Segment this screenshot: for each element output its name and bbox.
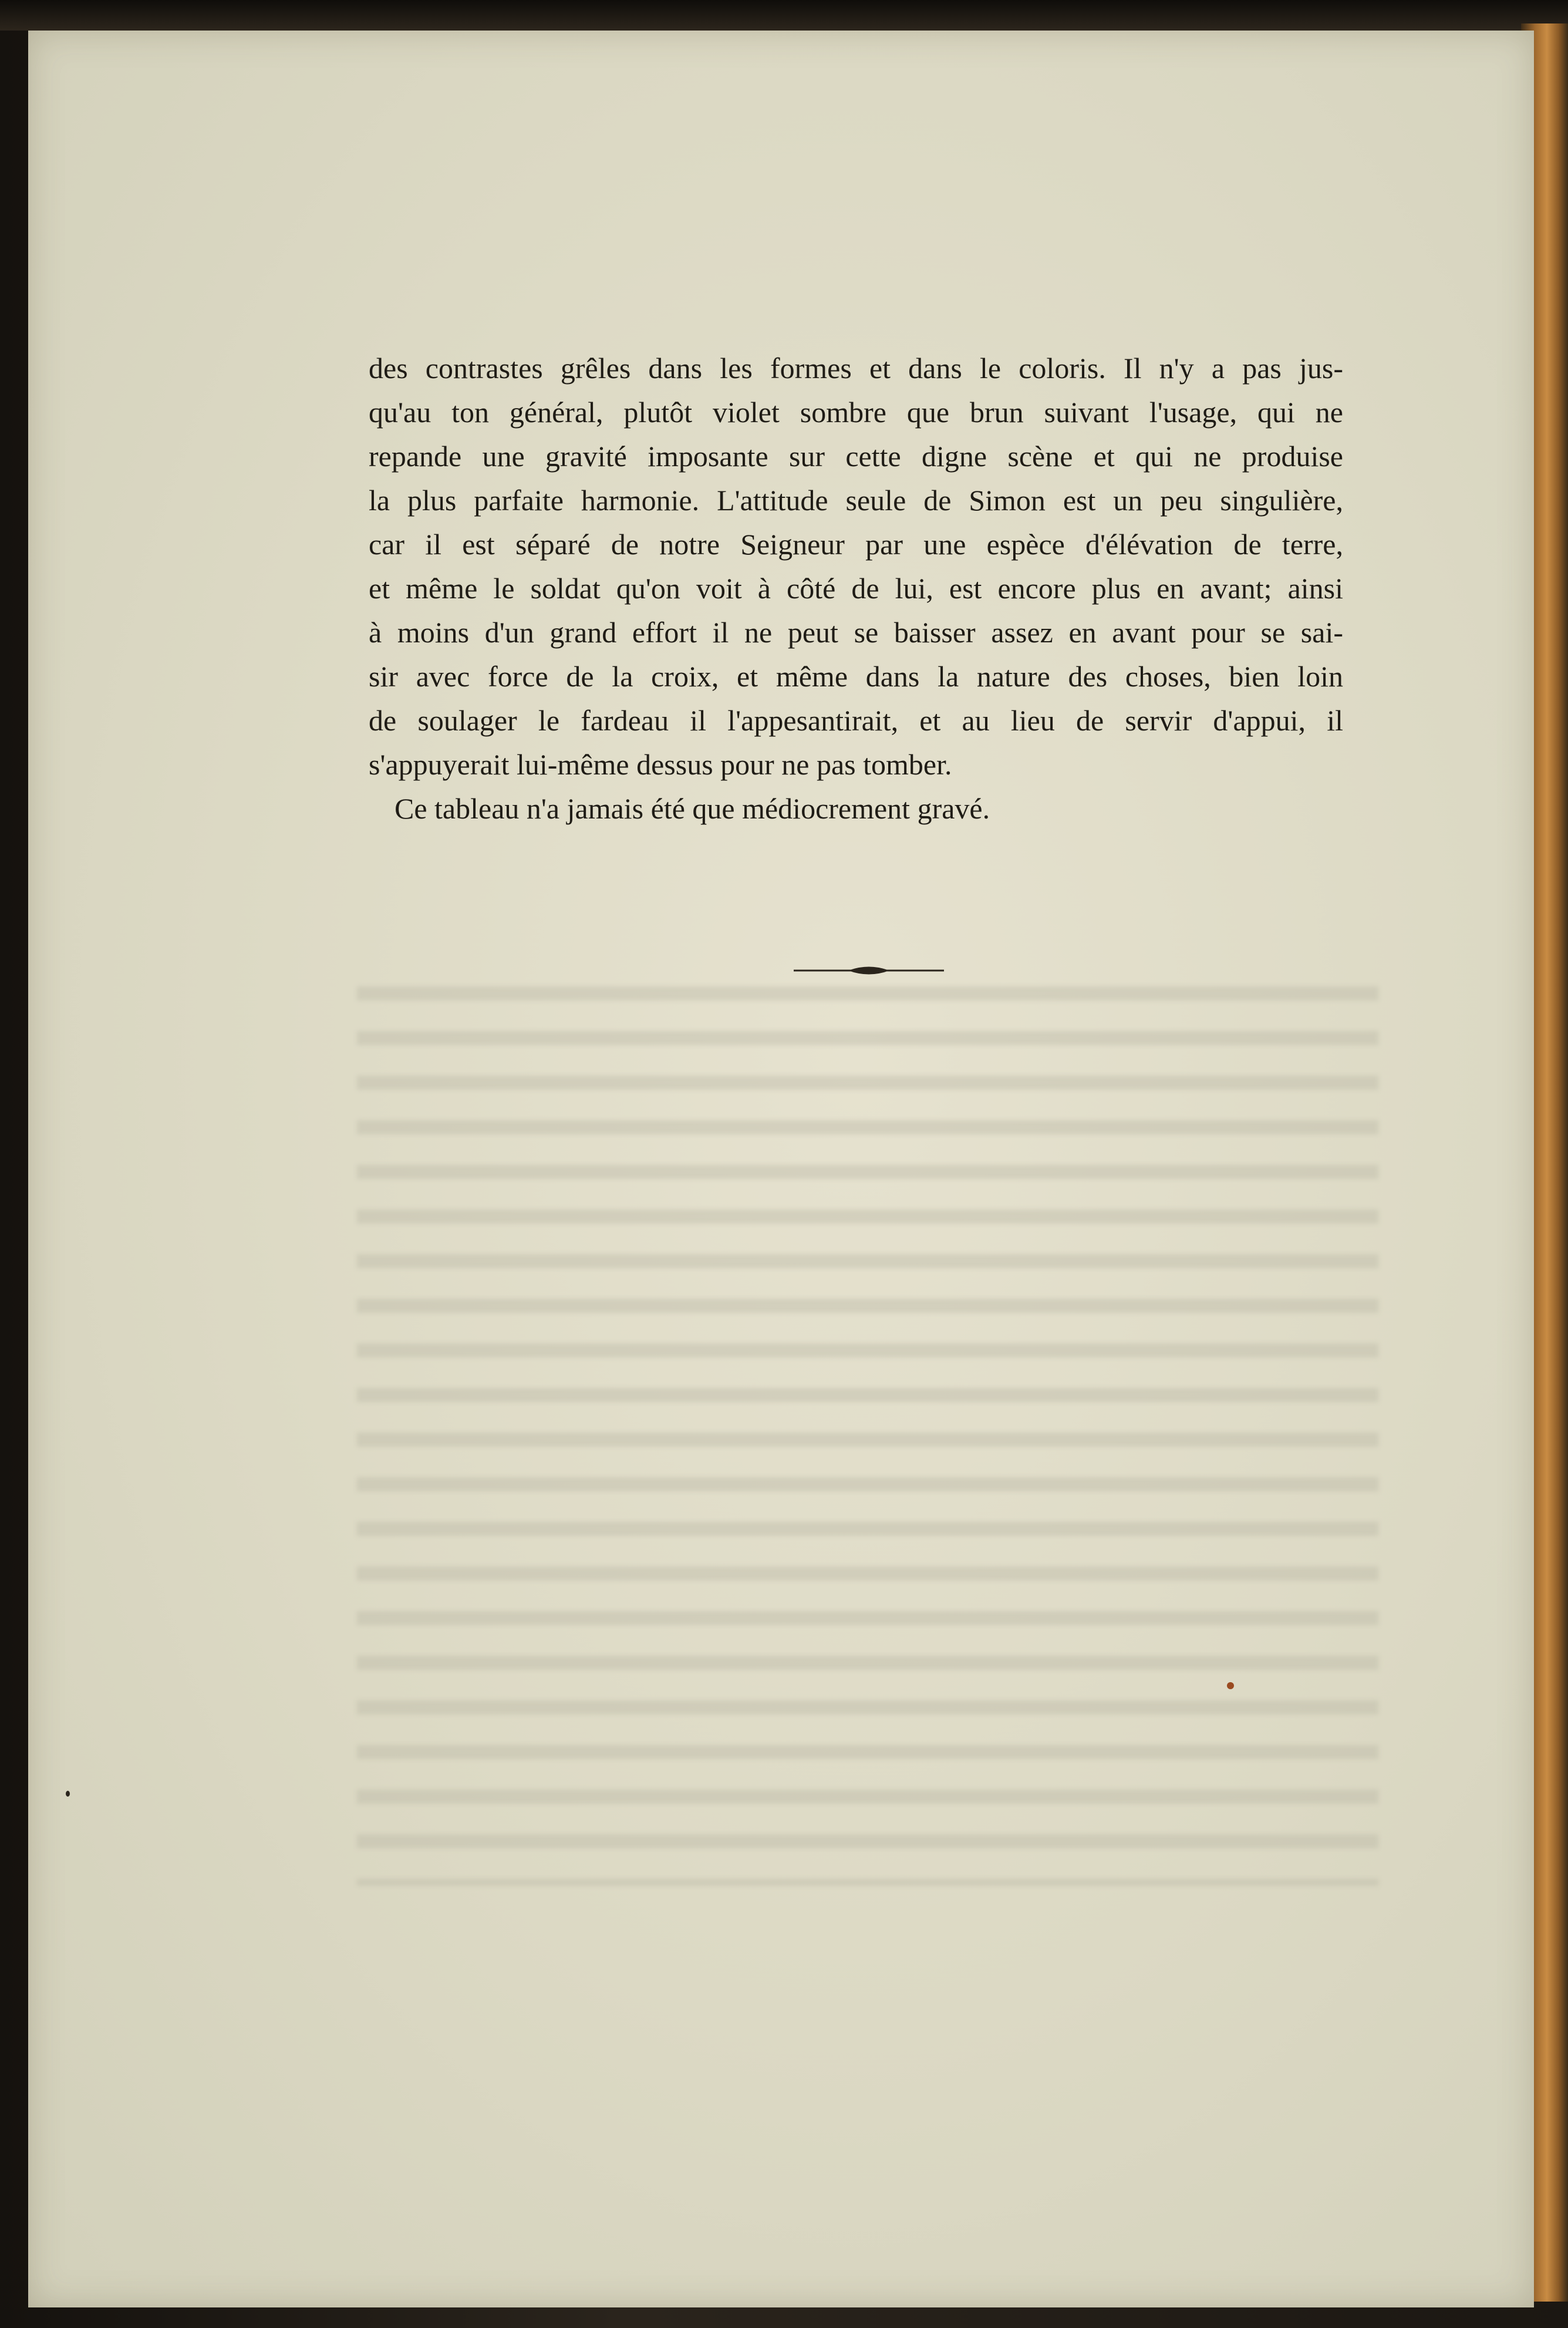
text-line: et même le soldat qu'on voit à côté de lui, est encore plus en avant; ainsi xyxy=(369,572,1343,605)
ornament-rule xyxy=(793,963,945,978)
paper-speck xyxy=(1227,1682,1234,1689)
book-binding-top xyxy=(0,0,1568,31)
text-line: s'appuyerait lui-même dessus pour ne pas tomber. xyxy=(369,748,952,781)
closing-line: Ce tableau n'a jamais été que médiocrement gravé. xyxy=(394,792,990,825)
text-line: de soulager le fardeau il l'appesantirait, et au lieu de servir d'appui, il xyxy=(369,704,1343,737)
text-line: des contrastes grêles dans les formes et dans le coloris. Il n'y a pas jus- xyxy=(369,352,1343,385)
text-line: sir avec force de la croix, et même dans la nature des choses, bien loin xyxy=(369,660,1343,693)
text-line: qu'au ton général, plutôt violet sombre que brun suivant l'usage, qui ne xyxy=(369,396,1343,429)
body-text xyxy=(369,346,1343,831)
bleed-through-text xyxy=(357,970,1378,1886)
text-line: à moins d'un grand effort il ne peut se baisser assez en avant pour se sai- xyxy=(369,616,1343,649)
text-line: car il est séparé de notre Seigneur par une espèce d'élévation de terre, xyxy=(369,528,1343,561)
paper-speck xyxy=(66,1791,70,1797)
text-line: la plus parfaite harmonie. L'attitude seule de Simon est un peu singulière, xyxy=(369,484,1343,517)
text-line: repande une gravité imposante sur cette digne scène et qui ne produise xyxy=(369,440,1343,473)
